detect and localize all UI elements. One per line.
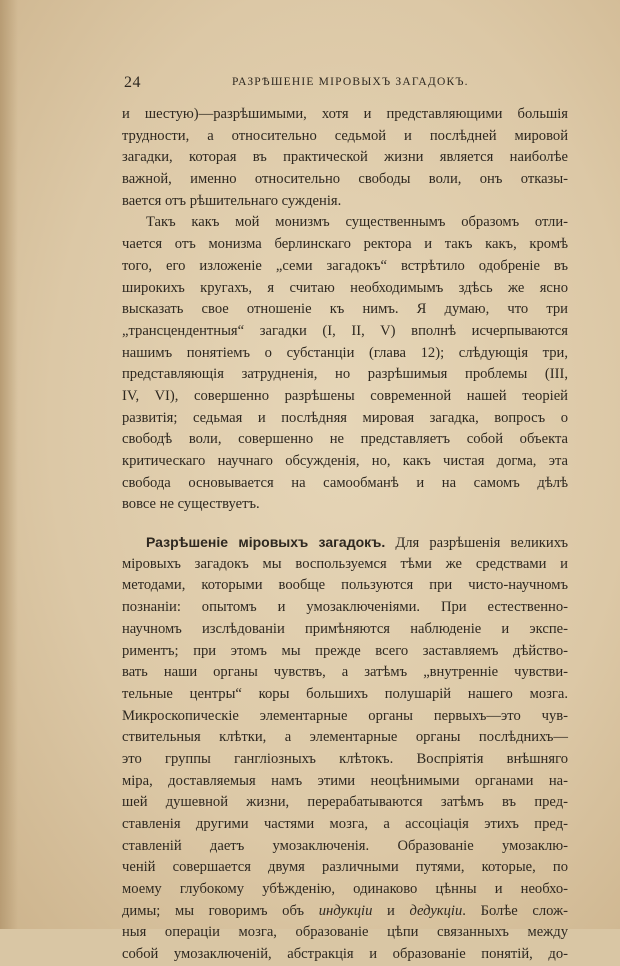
text-fragment: . Болѣе слож- <box>462 902 569 919</box>
text-line: риментъ; при этомъ мы прежде всего заставляемъ дѣйство- <box>122 642 568 659</box>
text-line: методами, которыми вообще пользуются при чисто-научномъ <box>122 577 568 594</box>
text-line: вовсе не существуетъ. <box>122 496 260 513</box>
text-line: развитія; седьмая и послѣдняя мировая загадка, вопросъ о <box>122 409 568 426</box>
page-header <box>124 74 576 94</box>
text-line: научномъ изслѣдованіи примѣняются наблюденіе и экспе- <box>122 620 568 637</box>
text-line: вается отъ рѣшительнаго сужденія. <box>122 192 342 209</box>
page-number: 24 <box>124 74 141 91</box>
text-line: чается отъ монизма берлинскаго ректора и такъ какъ, кромѣ <box>122 236 568 253</box>
text-line: вать наши органы чувствъ, а затѣмъ „внутренніе чувстви- <box>122 664 568 681</box>
text-line: важной, именно относительно свободы воли, онъ отказы- <box>122 171 568 188</box>
text-line: это группы гангліозныхъ клѣтокъ. Воспріятія внѣшняго <box>122 750 568 767</box>
section-first-line-text: Для разрѣшенія великихъ <box>385 535 568 552</box>
text-line: познаніи: опытомъ и умозаключеніями. При естественно- <box>122 599 568 616</box>
text-line <box>122 901 568 923</box>
text-line: и шестую)—разрѣшимыми, хотя и представляющими большія <box>122 106 568 122</box>
emphasized-term-deduction: дедукціи <box>409 902 463 919</box>
text-line <box>122 532 568 554</box>
section-resolution <box>122 532 568 966</box>
running-title: РАЗРѢШЕНІЕ МІРОВЫХЪ ЗАГАДОКЪ. <box>232 76 469 88</box>
text-line: „трансцендентныя“ загадки (I, II, V) вполнѣ исчерпываются <box>122 322 568 339</box>
text-line: тельные центры“ коры большихъ полушарій нашего мозга. <box>122 685 568 702</box>
text-line: критическаго научнаго обсужденія, но, какъ чистая догма, эта <box>122 453 568 469</box>
text-line: загадки, которая въ практической жизни является наиболѣе <box>122 149 568 166</box>
text-line: представляющія затрудненія, но разрѣшимыя проблемы (III, <box>122 366 568 383</box>
section-heading: Разрѣшеніе міровыхъ загадокъ. <box>146 534 386 551</box>
text-line: собой умозаключеній, абстракція и образованіе понятій, до- <box>122 946 568 963</box>
text-line: трудности, а относительно седьмой и послѣдней мировой <box>122 127 568 144</box>
text-line: ставленій даетъ умозаключенія. Образованіе умозаклю- <box>122 837 568 854</box>
text-line: свободѣ воли, совершенно не представляетъ собой объекта <box>122 431 568 448</box>
text-line: ныя операціи мозга, образованіе цѣпи связанныхъ между <box>122 924 568 941</box>
text-fragment: димы; мы говоримъ объ <box>122 902 319 919</box>
text-line: Такъ какъ мой монизмъ существеннымъ образомъ отли- <box>146 214 568 231</box>
text-fragment: и <box>372 902 410 919</box>
text-line: высказать свое отношеніе къ нимъ. Я думаю, что три <box>122 301 568 318</box>
text-line: міра, доставляемыя намъ этими неоцѣнимыми органами на- <box>122 772 568 789</box>
page-body <box>122 104 568 966</box>
text-line: Микроскопическіе элементарные органы первыхъ—это чув- <box>122 707 568 724</box>
text-line: нашимъ понятіемъ о субстанціи (глава 12); слѣдующія три, <box>122 344 568 361</box>
emphasized-term-induction: индукціи <box>318 902 373 919</box>
text-line: IV, VI), совершенно разрѣшены современной нашей теоріей <box>122 387 568 404</box>
text-line: широкихъ кругахъ, я считаю необходимымъ здѣсь же ясно <box>122 279 568 296</box>
text-line: ченій совершается двумя различными путями, которые, по <box>122 859 568 876</box>
text-line: ствительныя клѣтки, а элементарные органы послѣднихъ— <box>122 729 568 746</box>
text-line: шей душевной жизни, перерабатываются затѣмъ въ пред- <box>122 794 568 811</box>
text-line: моему глубокому убѣжденію, одинаково цѣнны и необхо- <box>122 881 568 898</box>
paragraph-2 <box>122 212 568 516</box>
text-line: свобода основывается на самообманѣ и на самомъ дѣлѣ <box>122 474 568 491</box>
text-line: ставленія другими частями мозга, а ассоціація этихъ пред- <box>122 816 568 832</box>
text-line: міровыхъ загадокъ мы воспользуемся тѣми же средствами и <box>122 555 568 572</box>
text-line: того, его изложеніе „семи загадокъ“ встрѣтило одобреніе въ <box>122 257 568 274</box>
paragraph-1 <box>122 104 568 212</box>
